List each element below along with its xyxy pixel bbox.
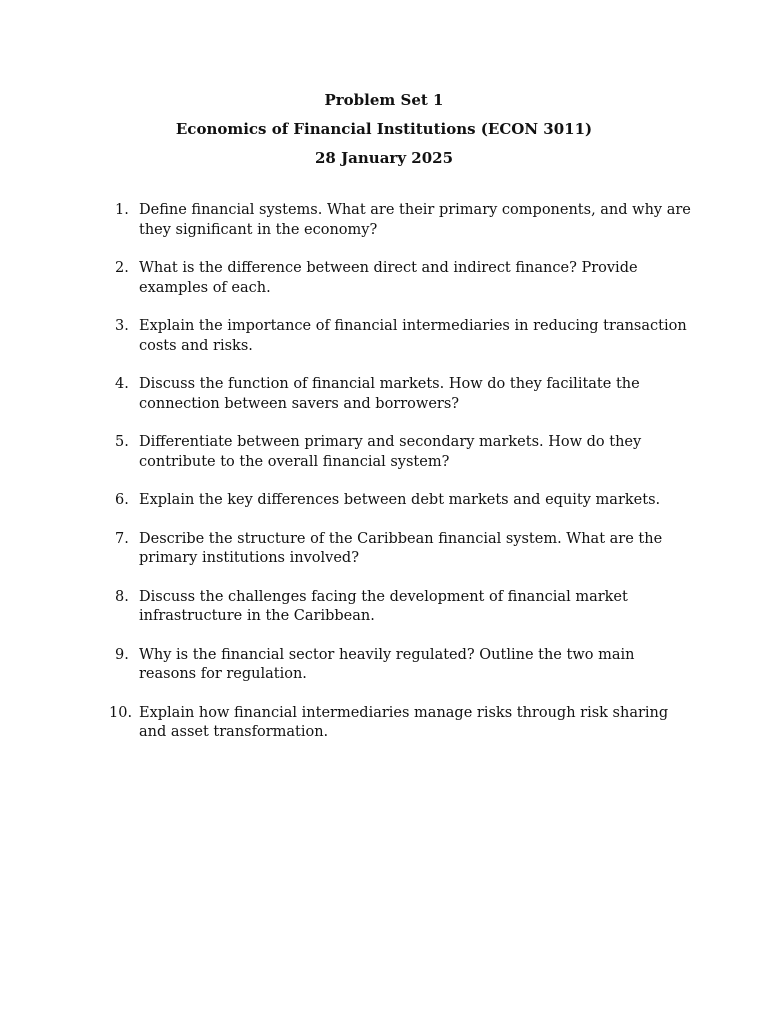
question-number: 8. — [115, 588, 129, 605]
question-item — [112, 491, 692, 511]
question-item — [112, 646, 692, 685]
question-number: 7. — [115, 530, 129, 547]
question-item — [112, 201, 692, 240]
question-number: 9. — [115, 646, 129, 663]
question-number: 6. — [115, 492, 129, 508]
document-title: Problem Set 1 — [324, 91, 444, 109]
question-text: Explain the key differences between debt markets and equity markets. — [139, 492, 661, 508]
question-item — [112, 259, 692, 298]
question-number: 4. — [115, 376, 129, 392]
question-text: Discuss the function of financial markets. How do they facilitate the connection between savers and borrowers? — [139, 376, 640, 412]
question-number: 10. — [109, 704, 133, 721]
question-text: Define financial systems. What are their primary components, and why are they significant in the economy? — [139, 202, 691, 238]
question-text: Differentiate between primary and secondary markets. How do they contribute to the overall financial system? — [139, 434, 642, 470]
question-number: 2. — [115, 260, 129, 276]
question-item — [112, 433, 692, 472]
question-item — [112, 317, 692, 356]
question-text: Describe the structure of the Caribbean financial system. What are the primary institutions involved? — [139, 530, 663, 566]
question-item — [112, 588, 692, 627]
question-item — [109, 704, 692, 743]
question-number: 1. — [115, 202, 129, 218]
question-item — [112, 530, 692, 569]
question-text: Why is the financial sector heavily regulated? Outline the two main reasons for regulation. — [139, 646, 635, 682]
question-text: What is the difference between direct and indirect finance? Provide examples of each. — [139, 260, 638, 296]
question-text: Explain the importance of financial intermediaries in reducing transaction costs and risks. — [139, 318, 687, 354]
question-item — [112, 375, 692, 414]
question-text: Explain how financial intermediaries manage risks through risk sharing and asset transformation. — [139, 704, 669, 740]
document-date: 28 January 2025 — [314, 149, 454, 167]
question-text: Discuss the challenges facing the development of financial market infrastructure in the Caribbean. — [139, 588, 628, 624]
question-number: 5. — [115, 434, 129, 450]
document-header — [0, 86, 768, 173]
question-number: 3. — [115, 318, 129, 334]
course-title: Economics of Financial Institutions (ECON 3011) — [175, 120, 593, 138]
question-list — [109, 201, 692, 743]
